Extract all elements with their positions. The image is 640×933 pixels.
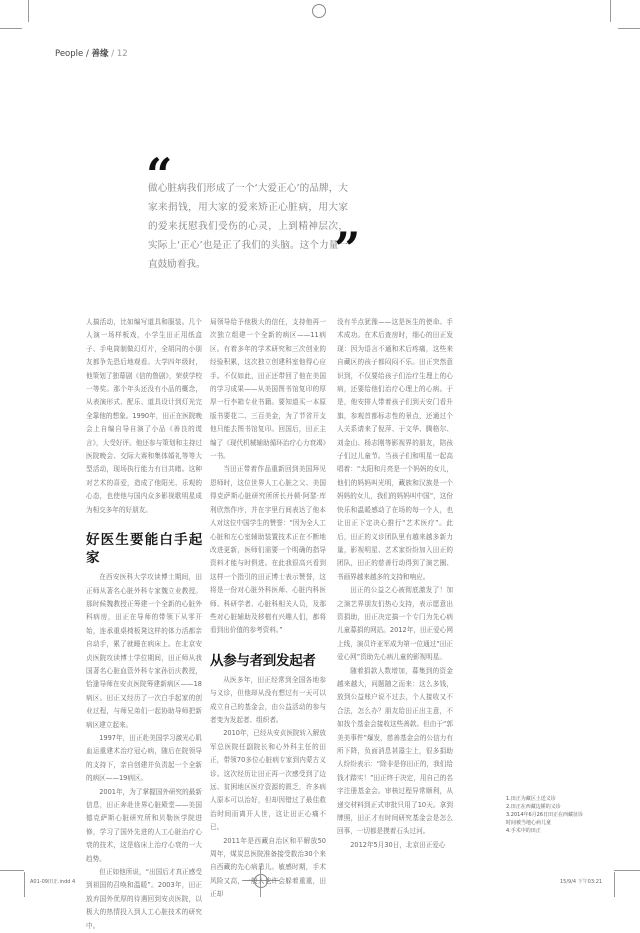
text-column-2 — [210, 316, 326, 902]
crop-mark — [614, 872, 615, 897]
paragraph: 随着捐款人数增加，募集到的资金越来越大，问题随之而来：这么多钱，放到公益账户说不过去，个人接收又不合法，怎么办？朋友给田正出主意，不如找个基金会接收这些善款。但由于“郭美美事件”爆发，慈善基金会的公信力有所下降，负面消息甚嚣尘上，很多捐助人纷纷表示：“除非是你田正的，我们给钱才踏实！”田正终于决定，用自己的名字注册基金会。审核过程异常顺利，从递交材料到正式审批只用了10天。拿到牌照，田正才有时间研究基金会是怎么回事，一切都是摸着石头过河。 — [337, 666, 453, 836]
crop-mark — [28, 0, 29, 22]
close-quote-icon: ” — [334, 222, 361, 276]
registration-mark-icon — [312, 4, 326, 18]
crop-mark — [618, 28, 640, 29]
caption: 2.田正在西藏边陲的义诊 — [506, 804, 561, 810]
separator: / — [83, 49, 92, 59]
text-column-3 — [337, 316, 453, 852]
text-column-1 — [86, 316, 202, 933]
column-name: 善缘 — [91, 49, 109, 59]
paragraph: 局领导给予他极大的信任，支持他再一次独立组建一个全新的病区——11病区。有着多年的学术研究和三次创业的经验积累，这次独立创建科室他得心应手。不仅如此，田正还带回了他在美国的学习成果——从美国图书馆复印的厚厚一行李箱专业书籍。要知道买一本原版书要花二、三百美金，为了节省开支他只能去图书馆复印。回国后，田正主编了《现代机械辅助循环治疗心力衰竭》一书。 — [210, 318, 326, 461]
page-header — [55, 47, 128, 59]
section-heading: 从参与者到发起者 — [210, 652, 316, 669]
crop-mark — [610, 0, 611, 22]
paragraph: 2010年，已经从安贞医院转入解放军总医院任副院长和心外科主任的田正，带领70多位心脏病专家到内蒙古义诊。这次经历让田正再一次感受到了边远、贫困地区医疗资源的匮乏，许多病人原本可以治好，但却因错过了最佳救治时间而离开人世，这让田正心痛不已。 — [210, 729, 326, 832]
caption: 时间被当地心病儿童 — [506, 820, 552, 826]
paragraph: 但正如他所说，“出国后才真正感受到祖国的召唤和温暖”。2003年，田正放弃国外优厚的待遇回到安贞医院，以极大的热情投入到人工心脏技术的研究中。 — [86, 868, 202, 930]
paragraph: 人搞活动，比如编写道具和服装。几个人演一场样板戏，小学生田正用纸盒子、手电筒制做幻灯片，全胡同的小朋友都争先恐后地观看。大学四年级时，他策划了独幕剧《信的鲁剧》，荣获学校一等奖。那个年头还没有小品的概念，从表演形式、配乐、道具设计到灯光完全靠他的想象。1990年，田正在医院晚会上自编自导自演了小品《善良的谎言》，大受好评。他还参与策划和主持过医院晚会、交际大赛和集体婚礼等等大型活动，现场执行能力有目共睹。这种对艺术的喜爱，造成了他阳光、乐观的心态，也使他与国内众多影视歌明星成为相交多年的好朋友。 — [86, 318, 202, 514]
paragraph: 当田正带着作品重新回到美国拜见恩师时，这位世界人工心脏之父、美国得克萨斯心脏研究所所长丹顿·阿瑟·库利欣然作序，并在字里行间表达了他本人对这位中国学生的赞誉：“因为全人工心脏和左心室辅助装置技术正在不断地改进更新，医师们需要一个明确的指导资料才能与时俱进。在此我很高兴看到这样一个指引的田正博士表示赞誉，这将是一份对心脏外科医师、心脏内科医师、科研学者、心脏科相关人员，及那些对心脏辅助及移植有兴趣人们，都将看到出价值的参考资料。” — [210, 465, 326, 635]
print-timestamp: 15/9/4 下午03:21 — [560, 879, 603, 885]
caption: 1.田正为藏区土送义诊 — [506, 796, 556, 802]
crop-mark — [614, 870, 640, 871]
print-file-name: A01-09田正.indd 4 — [30, 879, 76, 885]
paragraph: 没有半点犹豫——这是医生的使命。手术成功。在术后查房时，细心的田正发现：因为语言不通和术后疼痛，这些来自藏区的孩子都闷闷不乐。田正突然意识到，不仅要给孩子们治疗生理上的心病，还要给他们治疗心理上的心病。于是，他安排人带着孩子们到天安门看升旗，参观首都标志性的景点，还通过个人关系请来了倪萍、于文华、腾格尔、刘金山、杨志刚等影视界的朋友，陪孩子们过儿童节。当孩子们和明星一起高唱着：“太阳和月亮是一个妈妈的女儿，他们的妈妈叫光明，藏族和汉族是一个妈妈的女儿，我们的妈妈叫中国”，这份快乐和温暖感动了在场的每一个人，也让田正下定决心推行“艺术医疗”。此后，田正的义诊团队里有越来越多新力量，影视明星、艺术家纷纷加入田正的团队，田正的慈善行动得到了演艺圈、书画界越来越多的支持和响应。 — [337, 318, 453, 581]
paragraph: 2011年是西藏自治区和平解放50周年，煤炭总医院准备接受救治30个来自西藏的先心病患儿。敏感时期，手术风险又高，一般人也许会躲着重重，田正却 — [210, 836, 326, 899]
separator: / — [108, 49, 117, 59]
caption: 3.2014年6月26日田正在西藏征诊 — [506, 812, 584, 818]
pull-quote: 做心脏病我们形成了一个‘大爱正心’的品牌，大家来捐钱，用大家的爱来矫正心脏病，用大家的爱来抚慰我们受伤的心灵，上到精神层次，实际上‘正心’也是正了我们的头脑。这个力量一直鼓励着我。 — [148, 183, 348, 270]
section-name: People — [55, 49, 84, 59]
photo-captions — [506, 795, 626, 835]
section-heading: 好医生要能白手起家 — [86, 532, 202, 567]
crop-mark — [24, 872, 25, 897]
caption: 4.手术中的田正 — [506, 828, 541, 834]
crop-mark — [0, 28, 22, 29]
paragraph: 在西安医科大学攻读博士期间，田正师从著名心脏外科专家魏立业教授。那时候魏教授正筹建一个全新的心脏外科病房，田正在导师的带领下从零开始，连承重桌椅板凳这样的体力活都亲自动手，累了就睡在病床上。在北京安贞医院攻读博士学位期间，田正师从我国著名心脏血管外科专家孙衍庆教授，恰逢导师在安贞医院筹建新病区——18病区。田正又经历了一次白手起家的创业过程，与师兄弟们一起协助导师把新病区建立起来。 — [86, 573, 202, 729]
paragraph: 田正的公益之心被彻底激发了！加之演艺界朋友们热心支持，表示愿意出资捐助，田正决定搞一个专门为先心病儿童募捐的网站。2012年，田正爱心网上线，演员许亚军成为第一位通过“田正爱心网”资助先心病儿童的影视明星。 — [337, 586, 453, 662]
paragraph: 2001年，为了掌握国外研究的最新信息，田正奔赴世界心脏殿堂——美国德克萨斯心脏研究所和贝勒医学院进修，学习了国外先进的人工心脏治疗心衰的技术，这是临床上治疗心衰的一大趋势。 — [86, 787, 202, 863]
open-quote-icon: “ — [146, 148, 173, 202]
crop-mark — [0, 870, 24, 871]
page-number: 12 — [116, 49, 128, 59]
paragraph: 从医多年，田正经常到全国各地参与义诊，但他却从没有想过有一天可以成立自己的基金会，由公益活动的参与者变为发起者、组织者。 — [210, 675, 326, 724]
paragraph: 2012年5月30日，北京田正爱心 — [350, 840, 446, 849]
paragraph: 1997年，田正赴美国学习激光心肌血运重建术治疗冠心病，随后在院领导的支持下，亲自创建并负责起一个全新的病区——19病区。 — [86, 733, 202, 783]
